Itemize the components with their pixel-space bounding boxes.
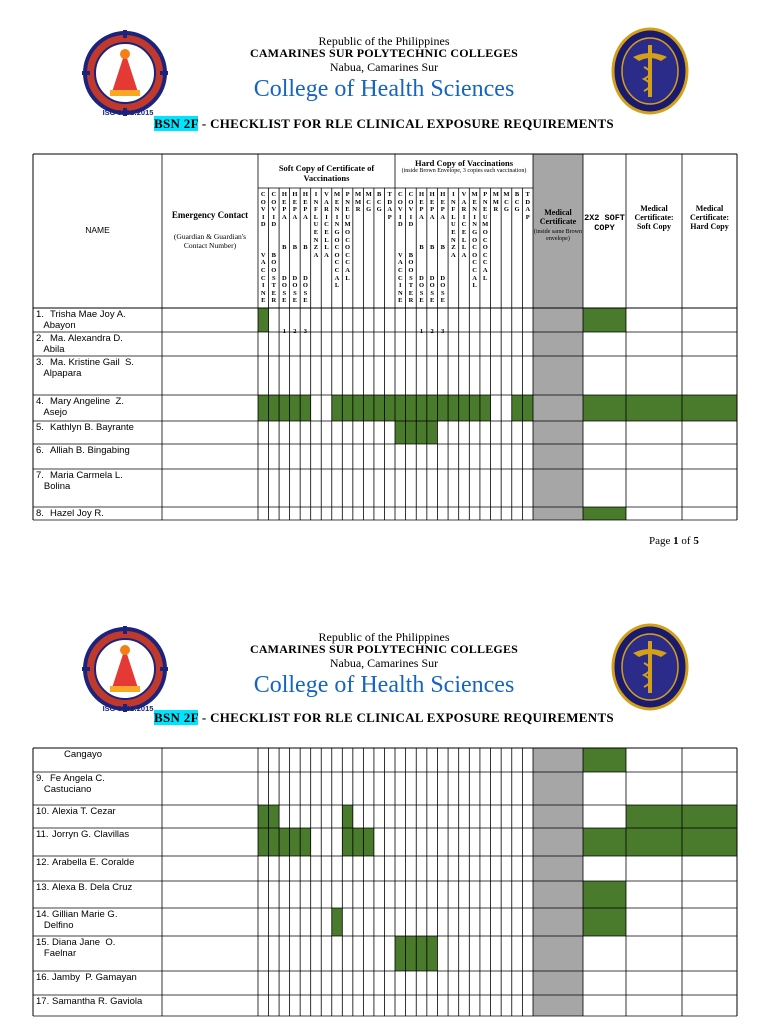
row-number: 13. <box>36 882 50 893</box>
completed-cell <box>363 395 374 421</box>
row-number: 15. <box>36 937 50 948</box>
vaccine-column-label: M M R <box>355 191 362 214</box>
vaccine-column-label: V A R I C E L L A <box>324 191 329 259</box>
completed-cell <box>459 395 470 421</box>
row-number: 4. <box>36 396 44 407</box>
completed-cell <box>374 395 385 421</box>
completed-cell <box>290 828 301 856</box>
vaccine-column-label: T D A P <box>525 191 531 221</box>
table-row <box>36 749 102 760</box>
vaccine-column-label: H E P A B D O S E 1 <box>419 191 425 335</box>
vaccine-column-label: H E P A B D O S E 1 <box>281 191 287 335</box>
vaccine-column-label: B C G <box>376 191 382 214</box>
emergency-subheader: (Guardian & Guardian's Contact Number) <box>173 232 247 250</box>
vaccine-column-label: M M R <box>492 191 499 214</box>
student-name: Kathlyn B. Bayrante <box>50 422 134 433</box>
student-name: Mary Angeline Z. Asejo <box>43 396 124 418</box>
completed-cell <box>332 395 343 421</box>
completed-cell <box>353 395 364 421</box>
completed-cell <box>342 828 353 856</box>
student-name: Alexa B. Dela Cruz <box>52 882 133 893</box>
vaccine-column-label: P N E U M O C O C C A L <box>482 191 489 282</box>
completed-cell <box>626 805 682 828</box>
completed-cell <box>583 908 626 936</box>
table-row <box>36 773 105 795</box>
vaccine-column-label: T D A P <box>387 191 393 221</box>
table-row <box>36 806 116 817</box>
student-name: Diana Jane O. Faelnar <box>43 937 116 959</box>
table-row <box>36 996 142 1007</box>
college-name: College of Health Sciences <box>253 76 515 102</box>
completed-cell <box>427 421 438 444</box>
completed-cell <box>332 908 343 936</box>
row-number: 11. <box>36 829 49 840</box>
student-name: Maria Carmela L. Bolina <box>43 470 123 492</box>
completed-cell <box>406 395 417 421</box>
soft-copy-header: Soft Copy of Certificate of Vaccinations <box>278 163 375 183</box>
page-2 <box>0 596 768 1024</box>
completed-cell <box>682 395 737 421</box>
completed-cell <box>682 805 737 828</box>
vaccine-column-label: H E P A B D O S E 3 <box>302 191 308 335</box>
vaccine-column-label: H E P A B D O S E 2 <box>429 191 435 335</box>
school-location: Nabua, Camarines Sur <box>329 60 439 74</box>
row-number: 1. <box>36 309 44 320</box>
completed-cell <box>363 828 374 856</box>
completed-cell <box>583 507 626 520</box>
college-name: College of Health Sciences <box>253 672 515 698</box>
vaccine-column-label: C O V I D V A C C I N E <box>260 191 266 305</box>
student-name: Gillian Marie G. Delfino <box>43 909 118 931</box>
vaccine-column-label: B C G <box>514 191 520 214</box>
vaccine-column-label: M C G <box>503 191 510 214</box>
vaccine-column-label: C O V I D B O O S T E R <box>408 191 414 305</box>
completed-cell <box>416 936 427 971</box>
med-hard-header: Medical Certificate: Hard Copy <box>689 204 730 231</box>
table-row <box>36 445 130 456</box>
completed-cell <box>427 395 438 421</box>
completed-cell <box>395 421 406 444</box>
completed-cell <box>258 308 269 332</box>
medical-cert-header: Medical Certificate <box>539 208 577 226</box>
checklist-title-text: - CHECKLIST FOR RLE CLINICAL EXPOSURE REQUIREMENTS <box>198 116 614 131</box>
completed-cell <box>682 828 737 856</box>
completed-cell <box>300 828 311 856</box>
vaccine-column-label: C O V I D V A C C I N E <box>397 191 403 305</box>
hard-copy-header: Hard Copy of Vaccinations <box>415 158 513 168</box>
completed-cell <box>290 395 301 421</box>
completed-cell <box>279 828 290 856</box>
row-number: 6. <box>36 445 44 456</box>
section-label: BSN 2F <box>154 710 199 725</box>
table-row <box>36 333 123 355</box>
table-row <box>36 422 134 433</box>
table-row <box>36 309 126 331</box>
checklist-title-text: - CHECKLIST FOR RLE CLINICAL EXPOSURE REQUIREMENTS <box>198 710 614 725</box>
row-number: 3. <box>36 357 44 368</box>
vaccine-column-label: M E N I N G O C O C C A L <box>471 191 478 290</box>
school-name: CAMARINES SUR POLYTECHNIC COLLEGES <box>249 46 519 60</box>
completed-cell <box>269 395 280 421</box>
table-row <box>36 909 117 931</box>
row-number: 2. <box>36 333 44 344</box>
table-row <box>36 396 124 418</box>
student-name: Trisha Mae Joy A. Abayon <box>43 309 126 331</box>
student-name: Alliah B. Bingabing <box>50 445 130 456</box>
section-label: BSN 2F <box>154 116 199 131</box>
completed-cell <box>406 936 417 971</box>
vaccine-column-label: P N E U M O C O C C A L <box>344 191 351 282</box>
iso-label: ISO 9001:2015 <box>102 704 154 713</box>
completed-cell <box>480 395 491 421</box>
completed-cell <box>583 748 626 772</box>
vaccine-column-label: M E N I N G O C O C C A L <box>333 191 341 290</box>
row-number: 17. <box>36 996 50 1007</box>
table-row <box>36 882 132 893</box>
completed-cell <box>427 936 438 971</box>
student-name: Fe Angela C. Castuciano <box>43 773 105 795</box>
row-number: 12. <box>36 857 50 868</box>
vaccine-column-label: C O V I D B O O S T E R <box>271 191 277 305</box>
medical-cert-column <box>533 748 583 1016</box>
row-number: 14. <box>36 909 50 920</box>
page-label: Page <box>649 535 674 547</box>
completed-cell <box>512 395 523 421</box>
completed-cell <box>522 395 533 421</box>
completed-cell <box>258 805 269 828</box>
student-name: Cangayo <box>64 749 103 760</box>
completed-cell <box>437 395 448 421</box>
emergency-header: Emergency Contact <box>171 210 249 220</box>
student-name: Alexia T. Cezar <box>52 806 116 817</box>
name-header: NAME <box>85 225 110 235</box>
vaccine-column-label: M C G <box>365 191 372 214</box>
completed-cell <box>395 936 406 971</box>
vaccine-column-label: I N F L U E N Z A <box>313 191 319 259</box>
table-row <box>36 508 104 519</box>
page-of: of <box>678 535 694 547</box>
completed-cell <box>258 395 269 421</box>
table-row <box>36 937 115 959</box>
school-location: Nabua, Camarines Sur <box>329 656 439 670</box>
student-name: Samantha R. Gaviola <box>52 996 143 1007</box>
row-number: 9. <box>36 773 44 784</box>
vaccine-column-label: I N F L U E N Z A <box>451 191 456 259</box>
student-name: Jamby P. Gamayan <box>52 972 137 983</box>
hard-copy-subheader: (inside Brown Envelope, 3 copies each vaccination) <box>401 168 527 174</box>
completed-cell <box>353 828 364 856</box>
completed-cell <box>342 805 353 828</box>
table-row <box>36 470 123 492</box>
student-name: Hazel Joy R. <box>50 508 104 519</box>
completed-cell <box>395 395 406 421</box>
completed-cell <box>342 395 353 421</box>
table-row <box>36 357 134 379</box>
completed-cell <box>416 421 427 444</box>
completed-cell <box>583 828 626 856</box>
row-number: 8. <box>36 508 44 519</box>
page-total: 5 <box>693 535 699 547</box>
vaccine-column-label: H E P A B D O S E 3 <box>440 191 446 335</box>
row-number: 10. <box>36 806 50 817</box>
completed-cell <box>269 805 280 828</box>
school-name: CAMARINES SUR POLYTECHNIC COLLEGES <box>249 642 519 656</box>
completed-cell <box>258 828 269 856</box>
iso-label: ISO 9001:2015 <box>102 108 154 117</box>
completed-cell <box>300 395 311 421</box>
medical-cert-subheader: (inside same Brown envelope) <box>534 229 582 242</box>
student-name: Ma. Kristine Gail S. Alpapara <box>43 357 134 379</box>
completed-cell <box>279 395 290 421</box>
row-number: 7. <box>36 470 44 481</box>
table-row <box>36 857 134 868</box>
student-name: Ma. Alexandra D. Abila <box>43 333 123 355</box>
page-current: 1 <box>673 535 679 547</box>
vaccine-column-label: V A R I C E L L A <box>461 191 467 259</box>
student-name: Arabella E. Coralde <box>52 857 135 868</box>
completed-cell <box>626 395 682 421</box>
completed-cell <box>269 828 280 856</box>
table-row <box>36 829 129 840</box>
completed-cell <box>583 395 626 421</box>
republic-label: Republic of the Philippines <box>318 630 450 644</box>
completed-cell <box>583 881 626 908</box>
completed-cell <box>469 395 480 421</box>
completed-cell <box>416 395 427 421</box>
completed-cell <box>384 395 395 421</box>
completed-cell <box>626 828 682 856</box>
row-number: 5. <box>36 422 44 433</box>
completed-cell <box>448 395 459 421</box>
student-name: Jorryn G. Clavillas <box>52 829 130 840</box>
completed-cell <box>406 421 417 444</box>
republic-label: Republic of the Philippines <box>318 34 450 48</box>
page-number <box>649 535 699 547</box>
vaccine-column-label: H E P A B D O S E 2 <box>292 191 298 335</box>
photo-header: 2X2 SOFT COPY <box>584 213 625 233</box>
completed-cell <box>583 308 626 332</box>
table-row <box>36 972 137 983</box>
med-soft-header: Medical Certificate: Soft Copy <box>634 204 674 231</box>
row-number: 16. <box>36 972 50 983</box>
